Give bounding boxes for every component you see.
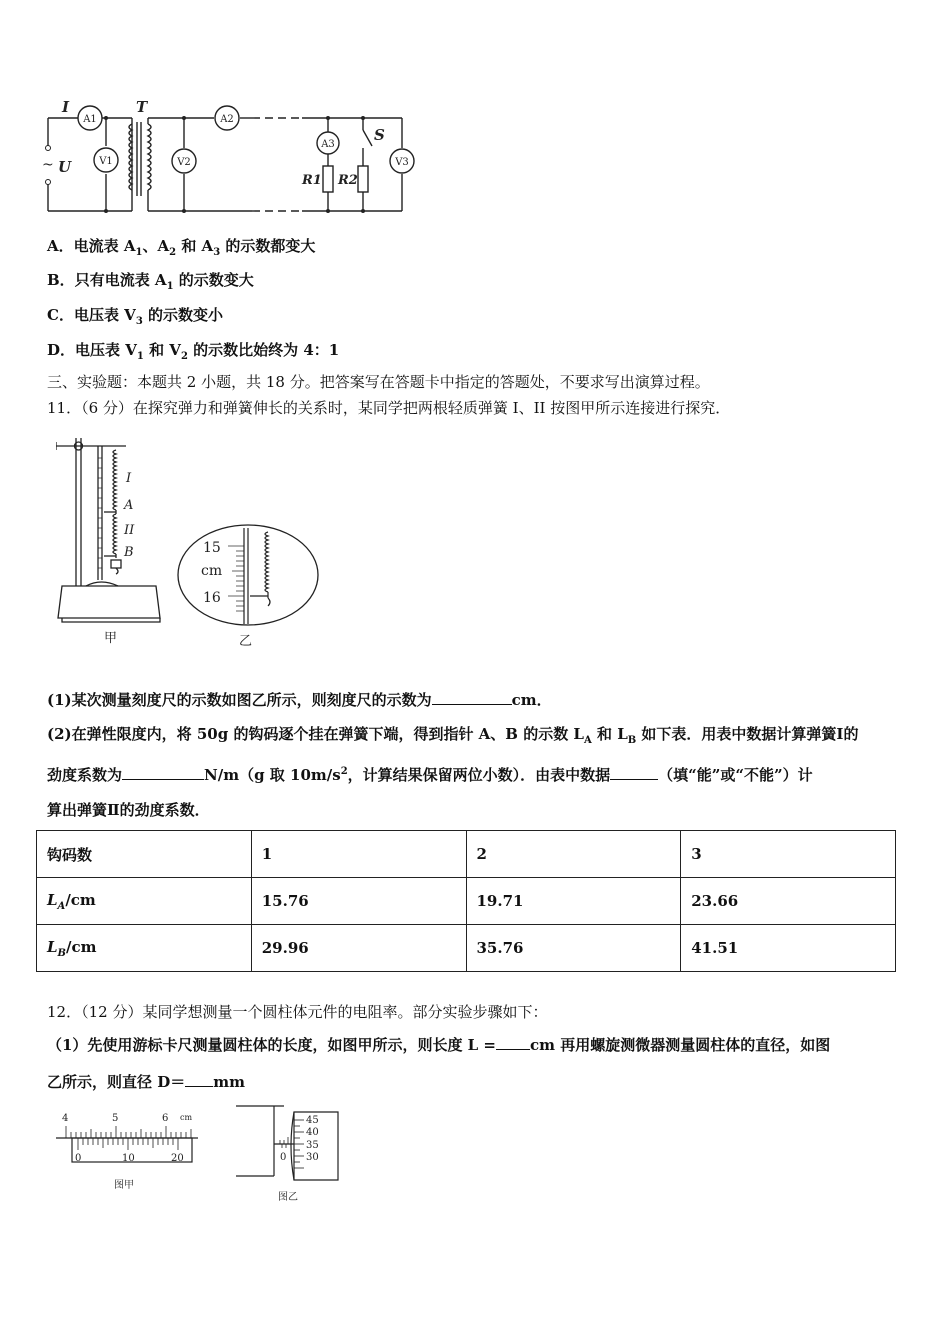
section-heading: 三、实验题：本题共 2 小题，共 18 分。把答案写在答题卡中指定的答题处，不要求写出演算过程。 [47,373,710,391]
caption-micrometer: 图乙 [278,1192,298,1203]
table-row [37,878,896,925]
pointer-a-label: A [124,498,134,513]
caliper-unit: cm [180,1113,193,1122]
caption-yi: 乙 [239,634,253,649]
caliper-vernier-label: 0 [75,1153,82,1164]
answer-blank[interactable] [185,1072,213,1087]
table-row-label: $L_A/cm$ [37,878,252,925]
caliper-main-label: 6 [162,1113,169,1124]
spring-ii-label: II [124,523,135,538]
table-row-label: $L_B/cm$ [37,925,252,972]
spring-i-label: I [126,471,132,486]
caliper-vernier-label: 20 [171,1153,184,1164]
table-cell: 23.66 [681,878,896,925]
caliper-main-label: 4 [62,1113,69,1124]
table-cell: 35.76 [466,925,681,972]
caption-jia: 甲 [104,631,118,646]
q12-part1-line1: （1）先使用游标卡尺测量圆柱体的长度，如图甲所示，则长度 L = cm 再用螺旋测微器测量圆柱体的直径，如图 [47,1036,831,1054]
table-cell: 41.51 [681,925,896,972]
answer-blank[interactable] [496,1035,530,1050]
table-header-cell: 2 [466,831,681,878]
caliper-main-label: 5 [112,1113,119,1124]
micrometer-scale-label: 45 [306,1115,319,1126]
meter-label: A3 [321,139,335,150]
micrometer-figure [232,1104,347,1204]
q12-stem: 12．（12 分）某同学想测量一个圆柱体元件的电阻率。部分实验步骤如下： [47,1003,548,1021]
meter-label: A1 [83,114,97,125]
circuit-diagram [40,96,420,221]
label-transformer: T [136,98,148,116]
table-cell: 29.96 [251,925,466,972]
ruler-tick-15: 15 [203,540,221,556]
svg-text:~: ~ [42,157,54,173]
table-cell: 19.71 [466,878,681,925]
q11-stem: 11．（6 分）在探究弹力和弹簧伸长的关系时，某同学把两根轻质弹簧 I、II 按图甲所示连接进行探究． [47,399,731,417]
q11-part2-line1: (2)在弹性限度内，将 50g 的钩码逐个挂在弹簧下端，得到指针 A、B 的示数 $L_A$ 和 $L_B$ 如下表．用表中数据计算弹簧Ⅰ的 [47,725,859,746]
micrometer-scale-label: 35 [306,1140,319,1151]
label-switch: S [374,126,385,144]
q11-part2-line3: 算出弹簧Ⅱ的劲度系数． [47,801,210,819]
table-header-cell: 3 [681,831,896,878]
label-r1: R1 [302,173,322,188]
meter-label: V1 [99,156,113,167]
meter-label: V3 [395,157,409,168]
option-b: B．只有电流表 $A_1$ 的示数变大 [47,271,254,292]
caliper-vernier-label: 10 [122,1153,135,1164]
caption-caliper: 图甲 [114,1180,134,1191]
label-voltage: U [58,158,72,176]
spring-data-table [36,830,896,972]
q11-part2-line2: 劲度系数为 N/m（g 取 $10m/s^2$，计算结果保留两位小数）．由表中数据 （填“能”或“不能”）计 [47,766,813,784]
option-c: C．电压表 $V_3$ 的示数变小 [47,306,224,327]
spring-stand-figure [56,428,166,648]
table-header-cell: 钩码数 [37,831,252,878]
micrometer-scale-label: 40 [306,1127,319,1138]
q12-part1-line2: 乙所示，则直径 D＝ mm [47,1073,245,1091]
answer-blank[interactable] [610,765,658,780]
vernier-caliper-figure [52,1108,202,1198]
option-d: D．电压表 $V_1$ 和 $V_2$ 的示数比始终为 4：1 [47,341,340,362]
table-row [37,925,896,972]
label-current: I [62,98,70,116]
q11-part1: (1)某次测量刻度尺的示数如图乙所示，则刻度尺的示数为 cm． [47,691,552,709]
meter-label: V2 [177,157,191,168]
table-cell: 15.76 [251,878,466,925]
micrometer-scale-label: 30 [306,1152,319,1163]
answer-blank[interactable] [122,765,204,780]
answer-blank[interactable] [432,690,512,705]
table-header-row [37,831,896,878]
label-r2: R2 [338,173,358,188]
micrometer-zero-label: 0 [280,1152,287,1163]
meter-label: A2 [220,114,234,125]
ruler-tick-16: 16 [203,590,221,606]
ruler-closeup-figure [176,520,326,650]
pointer-b-label: B [124,545,134,560]
option-a: A．电流表 $A_1$、$A_2$ 和 $A_3$ 的示数都变大 [47,237,316,258]
table-header-cell: 1 [251,831,466,878]
ruler-unit: cm [201,563,223,579]
